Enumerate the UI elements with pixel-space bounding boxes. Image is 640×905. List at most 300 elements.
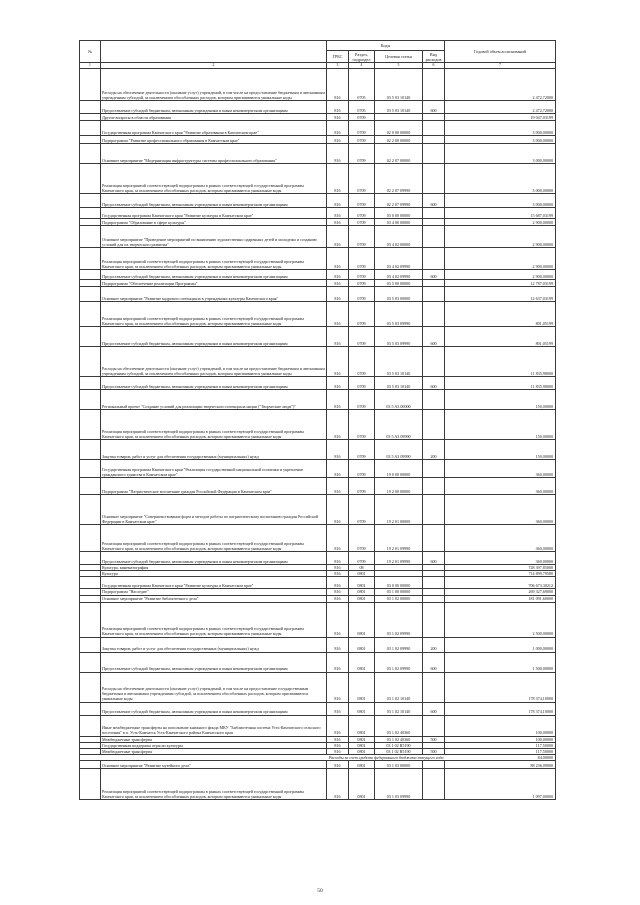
row-vid: 600: [423, 652, 445, 672]
row-grbs: 816: [327, 602, 349, 637]
row-amount: 117,50000: [445, 742, 556, 748]
row-section: 0709: [349, 121, 375, 136]
row-amount: 11 835,98000: [445, 377, 556, 390]
row-num: [80, 121, 101, 136]
row-name: Межбюджетные трансферты: [101, 736, 327, 742]
row-amount: 100,00000: [445, 736, 556, 742]
row-section: 0709: [349, 390, 375, 410]
row-vid: [423, 672, 445, 702]
row-num: [80, 390, 101, 410]
row-vid: [423, 525, 445, 552]
row-grbs: 816: [327, 69, 349, 101]
row-num: [80, 69, 101, 101]
row-vid: [423, 390, 445, 410]
row-amount: 12 787,03199: [445, 280, 556, 287]
row-num: [80, 136, 101, 144]
row-amount: 2 472,72000: [445, 69, 556, 101]
row-num: [80, 652, 101, 672]
row-section: 0801: [349, 672, 375, 702]
row-target: 19 2 01 09990: [375, 525, 423, 552]
row-amount: 2 900,00000: [445, 226, 556, 248]
row-vid: [423, 769, 445, 800]
row-vid: 600: [423, 377, 445, 390]
row-amount: 19 047,03199: [445, 114, 556, 121]
row-section: 0709: [349, 219, 375, 226]
row-section: 0709: [349, 144, 375, 164]
table-row: [80, 144, 556, 164]
row-name: Предоставление субсидий бюджетным, автономным учреждениям и иным некоммерческим организациям: [101, 194, 327, 208]
row-name: Расходы на обеспечение деятельности (оказание услуг) учреждений, в том числе на предоставление государственным бюджетным и автономным учреждениям субсидий, за исключением обособленных расходов, которым присваиваются уникальные коды: [101, 672, 327, 702]
row-vid: 200: [423, 440, 445, 460]
row-vid: [423, 595, 445, 602]
row-name: Региональный проект "Создание условий для реализации творческого потенциала нации ("Творческие люди")": [101, 390, 327, 410]
table-row: [80, 101, 556, 114]
header-section: Раздел, подраздел: [349, 51, 375, 63]
row-vid: [423, 577, 445, 589]
row-grbs: 816: [327, 495, 349, 525]
row-vid: 600: [423, 327, 445, 347]
row-grbs: 816: [327, 164, 349, 194]
row-amount: 360,00000: [445, 460, 556, 478]
row-section: 0801: [349, 577, 375, 589]
row-amount: 11 835,98000: [445, 347, 556, 377]
row-section: 0709: [349, 208, 375, 219]
row-grbs: 816: [327, 121, 349, 136]
row-vid: 600: [423, 702, 445, 715]
row-grbs: 816: [327, 552, 349, 565]
index-cell: 3: [327, 63, 349, 69]
row-vid: [423, 69, 445, 101]
row-num: [80, 715, 101, 736]
row-num: [80, 769, 101, 800]
row-amount: 150,00000: [445, 410, 556, 440]
row-vid: 600: [423, 101, 445, 114]
table-row: [80, 652, 556, 672]
row-grbs: 816: [327, 440, 349, 460]
table-row: [80, 410, 556, 440]
row-name: Реализация мероприятий соответствующей подпрограммы в рамках соответствующей государственной программы Камчатского края, за исключением обособленных расходов, которым присваиваются уникальные коды: [101, 602, 327, 637]
row-target: 02 0 00 00000: [375, 121, 423, 136]
row-num: [80, 219, 101, 226]
row-amount: 2 900,00000: [445, 219, 556, 226]
row-section: 0709: [349, 287, 375, 302]
row-amount: 360,00000: [445, 525, 556, 552]
row-section: 0709: [349, 164, 375, 194]
row-name: Основное мероприятие "Совершенствование форм и методов работы по патриотическому воспитанию граждан Российской Федерации в Камчатском крае": [101, 495, 327, 525]
table-row: [80, 460, 556, 478]
row-section: 0709: [349, 478, 375, 495]
row-amount: 706 673,30212: [445, 577, 556, 589]
row-name: Основное мероприятие "Проведение мероприятий по выявлению художественно одаренных детей и молодежи и созданию условий для их творческого развития": [101, 226, 327, 248]
row-amount: 3 000,00000: [445, 194, 556, 208]
row-name: Реализация мероприятий соответствующей подпрограммы в рамках соответствующей государственной программы Камчатского края, за исключением обособленных расходов, которым присваиваются уникальные коды: [101, 525, 327, 552]
row-name: Реализация мероприятий соответствующей подпрограммы в рамках соответствующей государственной программы Камчатского края, за исключением обособленных расходов, которым присваиваются уникальные коды: [101, 302, 327, 327]
row-name: Подпрограмма "Обеспечение реализации Программы": [101, 280, 327, 287]
row-name: Реализация мероприятий соответствующей подпрограммы в рамках соответствующей государственной программы Камчатского края, за исключением обособленных расходов, которым присваиваются уникальные коды: [101, 248, 327, 270]
table-row: [80, 769, 556, 800]
row-name: Расходы на обеспечение деятельности (оказание услуг) учреждений, в том числе на предоставление бюджетным и автономным учреждениям субсидий, за исключением обособленных расходов, которым присваиваются уникальные коды: [101, 347, 327, 377]
row-amount: 801,05199: [445, 302, 556, 327]
row-section: 0705: [349, 69, 375, 101]
row-grbs: 816: [327, 287, 349, 302]
row-section: 0709: [349, 552, 375, 565]
row-name: Иные межбюджетные трансферты на пополнение книжного фонда МКУ "Библиотечная система Усть-Камчатского сельского поселения" в п. Усть-Камчатск Усть-Камчатского района Камчатского края: [101, 715, 327, 736]
row-section: 0801: [349, 702, 375, 715]
row-section: 0801: [349, 715, 375, 736]
row-grbs: 816: [327, 208, 349, 219]
row-vid: [423, 302, 445, 327]
row-num: [80, 101, 101, 114]
row-amount: 3 000,00000: [445, 136, 556, 144]
row-target: 03 1 02 10140: [375, 702, 423, 715]
row-num: [80, 495, 101, 525]
row-amount: 1 000,00000: [445, 637, 556, 652]
header-grbs: ГРБС: [327, 51, 349, 63]
row-amount: 3 000,00000: [445, 164, 556, 194]
row-vid: 200: [423, 637, 445, 652]
row-grbs: 816: [327, 742, 349, 748]
row-num: [80, 552, 101, 565]
header-vid: Вид расходов: [423, 51, 445, 63]
row-vid: [423, 478, 445, 495]
row-section: 0801: [349, 736, 375, 742]
row-grbs: 816: [327, 589, 349, 595]
row-vid: [423, 602, 445, 637]
row-target: 03 0 00 00000: [375, 577, 423, 589]
header-num: №: [80, 41, 101, 63]
row-target: 03 1 02 09990: [375, 652, 423, 672]
row-vid: [423, 121, 445, 136]
row-num: [80, 144, 101, 164]
budget-table: [79, 40, 556, 800]
row-vid: [423, 164, 445, 194]
row-grbs: 816: [327, 136, 349, 144]
table-row: [80, 702, 556, 715]
row-vid: [423, 460, 445, 478]
row-target: 03 5 A3 00000: [375, 390, 423, 410]
row-target: 03 0 00 00000: [375, 208, 423, 219]
row-target: 03 5 00 00000: [375, 280, 423, 287]
row-grbs: 816: [327, 347, 349, 377]
row-num: [80, 164, 101, 194]
row-amount: 2 900,00000: [445, 248, 556, 270]
row-num: [80, 577, 101, 589]
header-target: Целевая статья: [375, 51, 423, 63]
row-name: Предоставление субсидий бюджетным, автономным учреждениям и иным некоммерческим организациям: [101, 327, 327, 347]
row-vid: [423, 136, 445, 144]
row-grbs: 816: [327, 194, 349, 208]
row-num: [80, 478, 101, 495]
note-text: Расходы за счет средств федерального бюджета текущего года: [101, 755, 445, 761]
table-row: [80, 390, 556, 410]
index-cell: 1: [80, 63, 101, 69]
row-grbs: 816: [327, 410, 349, 440]
row-grbs: 816: [327, 715, 349, 736]
row-target: 03 5 03 10140: [375, 69, 423, 101]
row-target: 03 5 03 10140: [375, 347, 423, 377]
row-grbs: 816: [327, 525, 349, 552]
row-target: 03 5 03 00000: [375, 287, 423, 302]
row-amount: 360,00000: [445, 478, 556, 495]
row-name: Предоставление субсидий бюджетным, автономным учреждениям и иным некоммерческим организациям: [101, 377, 327, 390]
row-name: Расходы на обеспечение деятельности (оказание услуг) учреждений, в том числе на предоставление бюджетным и автономным учреждениям субсидий, за исключением обособленных расходов, которым присваиваются уникальные коды: [101, 69, 327, 101]
row-section: 0801: [349, 602, 375, 637]
row-num: [80, 410, 101, 440]
row-name: Основное мероприятие "Развитие музейного дела": [101, 761, 327, 769]
row-amount: 1 500,00000: [445, 652, 556, 672]
row-grbs: 816: [327, 280, 349, 287]
row-name: Культура, кинематография: [101, 565, 327, 571]
row-name: Государственная программа Камчатского края "Реализация государственной национальной политики и укрепление гражданского единства в Камчатском крае": [101, 460, 327, 478]
row-amount: 117,50000: [445, 749, 556, 755]
row-section: 0709: [349, 136, 375, 144]
index-cell: 2: [101, 63, 327, 69]
row-num: [80, 280, 101, 287]
row-target: 03 4 02 09990: [375, 248, 423, 270]
table-row: [80, 672, 556, 702]
row-target: 03 5 A3 09990: [375, 440, 423, 460]
row-name: Подпрограмма "Развитие профессионального образования в Камчатском крае": [101, 136, 327, 144]
row-section: 0709: [349, 410, 375, 440]
row-num: [80, 525, 101, 552]
row-amount: 178 374,10000: [445, 702, 556, 715]
table-row: [80, 302, 556, 327]
row-vid: [423, 144, 445, 164]
row-grbs: 816: [327, 577, 349, 589]
row-vid: [423, 495, 445, 525]
row-target: 03 5 03 10140: [375, 377, 423, 390]
table-row: [80, 478, 556, 495]
row-name: Подпрограмма "Образование в сфере культуры": [101, 219, 327, 226]
row-section: 0709: [349, 194, 375, 208]
row-vid: 600: [423, 194, 445, 208]
table-row: [80, 637, 556, 652]
row-grbs: 816: [327, 637, 349, 652]
row-amount: 1 097,00000: [445, 769, 556, 800]
row-amount: 360,00000: [445, 495, 556, 525]
row-grbs: 816: [327, 761, 349, 769]
row-target: 03 1 02 09990: [375, 602, 423, 637]
row-target: 19 0 00 00000: [375, 460, 423, 478]
row-target: 03 4 02 00000: [375, 226, 423, 248]
row-grbs: 816: [327, 769, 349, 800]
row-num: [80, 327, 101, 347]
row-vid: 600: [423, 552, 445, 565]
table-row: [80, 577, 556, 589]
row-target: 03 5 A3 09990: [375, 410, 423, 440]
row-section: 0801: [349, 571, 375, 577]
row-grbs: 816: [327, 144, 349, 164]
row-grbs: 816: [327, 595, 349, 602]
table-row: [80, 69, 556, 101]
row-section: 0709: [349, 248, 375, 270]
row-amount: 2 472,72000: [445, 101, 556, 114]
row-section: 0709: [349, 270, 375, 280]
budget-sheet: [79, 40, 555, 800]
row-target: 03 1 03 00000: [375, 761, 423, 769]
row-num: [80, 287, 101, 302]
row-grbs: 816: [327, 114, 349, 121]
row-name: Предоставление субсидий бюджетным, автономным учреждениям и иным некоммерческим организациям: [101, 101, 327, 114]
row-amount: 150,00000: [445, 390, 556, 410]
row-num: [80, 702, 101, 715]
row-name: Реализация мероприятий соответствующей подпрограммы в рамках соответствующей государственной программы Камчатского края, за исключением обособленных расходов, которым присваиваются уникальные коды: [101, 164, 327, 194]
row-num: [80, 302, 101, 327]
row-amount: 88 236,09000: [445, 761, 556, 769]
row-target: 19 2 01 09990: [375, 552, 423, 565]
table-row: [80, 136, 556, 144]
row-section: 0801: [349, 749, 375, 755]
row-target: 03 1 02 00000: [375, 595, 423, 602]
row-section: 0705: [349, 101, 375, 114]
row-name: Государственная программа Камчатского края "Развитие культуры в Камчатском крае": [101, 208, 327, 219]
row-grbs: 816: [327, 327, 349, 347]
row-target: 02 2 00 00000: [375, 136, 423, 144]
row-target: 03 1 00 00000: [375, 589, 423, 595]
row-num: [80, 602, 101, 637]
row-amount: 3 000,00000: [445, 144, 556, 164]
row-vid: [423, 226, 445, 248]
row-num: [80, 761, 101, 769]
row-num: [80, 347, 101, 377]
row-name: Культура: [101, 571, 327, 577]
row-name: Закупка товаров, работ и услуг для обеспечения государственных (муниципальных) нужд: [101, 637, 327, 652]
row-amount: 15 687,03199: [445, 208, 556, 219]
table-row: [80, 219, 556, 226]
row-grbs: 816: [327, 672, 349, 702]
row-grbs: 816: [327, 736, 349, 742]
table-row: [80, 280, 556, 287]
row-section: 0801: [349, 637, 375, 652]
index-cell: 4: [349, 63, 375, 69]
row-num: [80, 672, 101, 702]
note-amount: 84,00000: [445, 755, 556, 761]
row-target: 03 5 03 10140: [375, 101, 423, 114]
row-grbs: 816: [327, 565, 349, 571]
row-section: 0709: [349, 114, 375, 121]
row-name: Основное мероприятие "Модернизация инфраструктуры системы профессионального образования": [101, 144, 327, 164]
index-cell: 5: [375, 63, 423, 69]
row-vid: [423, 347, 445, 377]
row-target: 03 1 02 10140: [375, 672, 423, 702]
header-codes: Коды: [327, 41, 445, 51]
row-target: 03 1 02 40360: [375, 736, 423, 742]
row-vid: [423, 248, 445, 270]
row-amount: 2 900,00000: [445, 270, 556, 280]
row-target: 03 5 03 09990: [375, 327, 423, 347]
row-grbs: 816: [327, 101, 349, 114]
table-row: [80, 552, 556, 565]
row-target: 19 2 01 00000: [375, 495, 423, 525]
row-section: 0709: [349, 525, 375, 552]
row-section: 08: [349, 565, 375, 571]
row-grbs: 816: [327, 702, 349, 715]
table-row: [80, 248, 556, 270]
table-row: [80, 761, 556, 769]
row-vid: [423, 287, 445, 302]
row-grbs: 816: [327, 248, 349, 270]
table-row: [80, 164, 556, 194]
index-cell: 6: [423, 63, 445, 69]
row-section: 0801: [349, 769, 375, 800]
header-row-top: [80, 41, 556, 51]
row-target: 03 4 02 09990: [375, 270, 423, 280]
table-row: [80, 377, 556, 390]
row-num: [80, 208, 101, 219]
row-amount: 3 000,00000: [445, 121, 556, 136]
table-row: [80, 208, 556, 219]
row-name: Государственная программа Камчатского края "Развитие культуры в Камчатском крае": [101, 577, 327, 589]
row-amount: 2 500,00000: [445, 602, 556, 637]
row-amount: 728 397,85000: [445, 565, 556, 571]
row-amount: 360,00000: [445, 552, 556, 565]
row-grbs: 816: [327, 219, 349, 226]
row-name: Межбюджетные трансферты: [101, 749, 327, 755]
page-number: 50: [317, 888, 323, 894]
row-target: 03 1 03 09990: [375, 769, 423, 800]
header-name: [101, 41, 327, 63]
row-amount: 12 637,03199: [445, 287, 556, 302]
table-row: [80, 114, 556, 121]
row-name: Основное мероприятие "Развитие библиотечного дела": [101, 595, 327, 602]
row-section: 0801: [349, 761, 375, 769]
row-name: Реализация мероприятий соответствующей подпрограммы в рамках соответствующей государственной программы Камчатского края, за исключением обособленных расходов, которым присваиваются уникальные коды: [101, 769, 327, 800]
row-section: 0709: [349, 440, 375, 460]
row-vid: 500: [423, 736, 445, 742]
row-section: 0801: [349, 589, 375, 595]
row-target: 03 1 02 R5190: [375, 742, 423, 748]
row-grbs: 816: [327, 478, 349, 495]
index-cell: 7: [445, 63, 556, 69]
row-grbs: 816: [327, 302, 349, 327]
row-amount: 150,00000: [445, 440, 556, 460]
row-num: [80, 226, 101, 248]
row-section: 0709: [349, 347, 375, 377]
row-section: 0709: [349, 495, 375, 525]
row-num: [80, 270, 101, 280]
row-name: Подпрограмма "Патриотическое воспитание граждан Российской Федерации в Камчатском крае": [101, 478, 327, 495]
row-vid: [423, 114, 445, 121]
row-target: 03 1 02 09990: [375, 637, 423, 652]
row-section: 0801: [349, 595, 375, 602]
row-grbs: 816: [327, 390, 349, 410]
row-name: Закупка товаров, работ и услуг для обеспечения государственных (муниципальных) нужд: [101, 440, 327, 460]
row-vid: [423, 219, 445, 226]
row-section: 0709: [349, 280, 375, 287]
row-name: Предоставление субсидий бюджетным, автономным учреждениям и иным некоммерческим организациям: [101, 702, 327, 715]
table-row: [80, 194, 556, 208]
row-vid: 500: [423, 749, 445, 755]
row-target: 02 2 07 00000: [375, 144, 423, 164]
row-amount: 181 091,60000: [445, 595, 556, 602]
table-row: [80, 347, 556, 377]
row-target: 03 1 02 40360: [375, 715, 423, 736]
table-row: [80, 595, 556, 602]
table-row: [80, 287, 556, 302]
table-row: [80, 525, 556, 552]
row-name: Государственная поддержка отрасли культуры: [101, 742, 327, 748]
row-grbs: 816: [327, 460, 349, 478]
row-grbs: 816: [327, 749, 349, 755]
row-vid: [423, 208, 445, 219]
row-num: [80, 248, 101, 270]
row-num: [80, 114, 101, 121]
row-grbs: 816: [327, 377, 349, 390]
table-row: [80, 226, 556, 248]
row-section: 0709: [349, 377, 375, 390]
row-grbs: 816: [327, 652, 349, 672]
table-row: [80, 440, 556, 460]
